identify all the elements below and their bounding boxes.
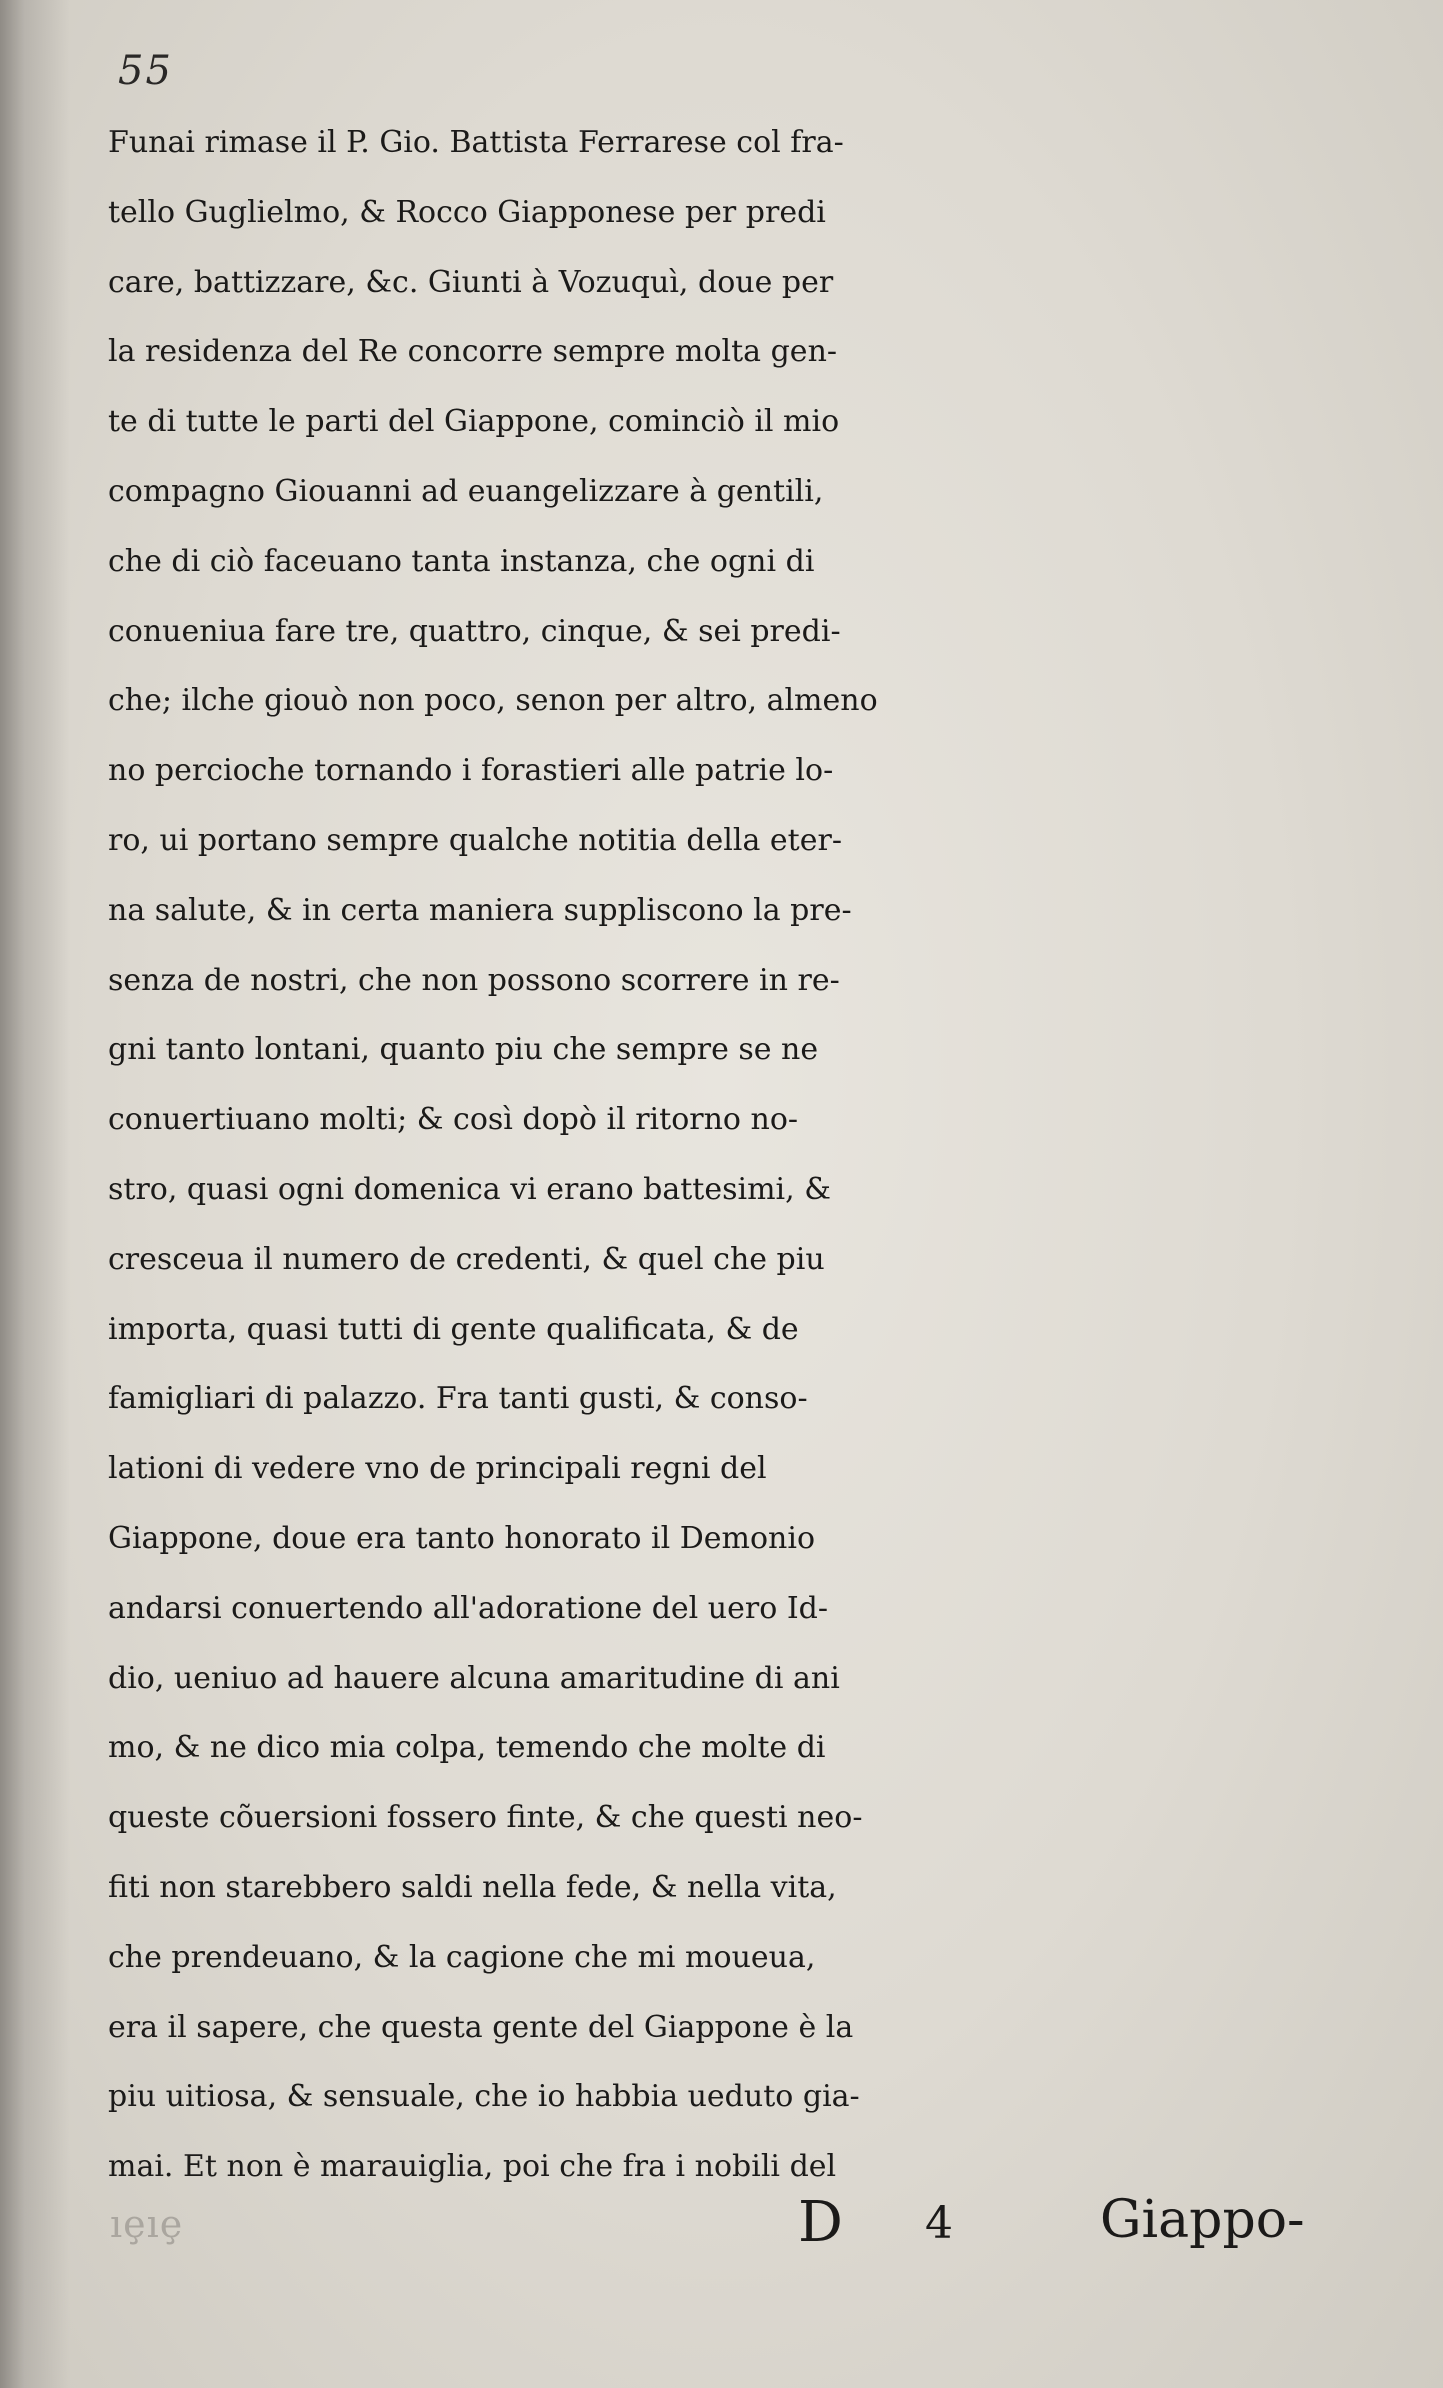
- page-footer: [0, 2190, 1443, 2270]
- binding-shadow: [0, 0, 70, 2388]
- text-line: te di tutte le parti del Giappone, cominciò il mio: [108, 404, 840, 440]
- text-line: che di ciò faceuano tanta instanza, che ogni di: [108, 543, 815, 579]
- text-line: andarsi conuertendo all'adoratione del uero Id-: [108, 1590, 829, 1626]
- text-line: queste cõuersioni fossero finte, & che questi neo-: [108, 1800, 863, 1836]
- text-line: no percioche tornando i forastieri alle patrie lo-: [108, 753, 834, 789]
- text-line: tello Guglielmo, & Rocco Giapponese per predi: [108, 194, 826, 230]
- text-line: dio, ueniuo ad hauere alcuna amaritudine di ani: [108, 1660, 840, 1696]
- text-line: Giappone, doue era tanto honorato il Demonio: [108, 1520, 816, 1556]
- text-line: senza de nostri, che non possono scorrere in re-: [108, 962, 840, 998]
- text-line: na salute, & in certa maniera suppliscono la pre-: [108, 892, 852, 928]
- text-line: piu uitiosa, & sensuale, che io habbia ueduto gia-: [108, 2079, 860, 2115]
- text-line: care, battizzare, &c. Giunti à Vozuquì, doue per: [108, 264, 834, 300]
- text-line: conuertiuano molti; & così dopò il ritorno no-: [108, 1102, 799, 1138]
- text-line: Funai rimase il P. Gio. Battista Ferrarese col fra-: [108, 125, 844, 160]
- text-line: ro, ui portano sempre qualche notitia della eter-: [108, 822, 842, 858]
- text-line: cresceua il numero de credenti, & quel che piu: [108, 1241, 825, 1277]
- catchword: Giappo-: [1100, 2190, 1305, 2250]
- text-line: che; ilche giouò non poco, senon per altro, almeno: [108, 683, 878, 719]
- text-line: mo, & ne dico mia colpa, temendo che molte di: [108, 1730, 826, 1766]
- signature-letter: D: [798, 2190, 843, 2255]
- bleed-through-mark: ıȩıȩ: [110, 2202, 184, 2246]
- text-line: compagno Giouanni ad euangelizzare à gentili,: [108, 473, 824, 509]
- text-line: gni tanto lontani, quanto piu che sempre se ne: [108, 1032, 819, 1068]
- text-line: stro, quasi ogni domenica vi erano battesimi, &: [108, 1171, 831, 1207]
- text-line: era il sapere, che questa gente del Giappone è la: [108, 2009, 854, 2045]
- page-number: 55: [118, 48, 173, 94]
- text-line: famigliari di palazzo. Fra tanti gusti, & conso-: [108, 1381, 808, 1417]
- text-line: che prendeuano, & la cagione che mi moueua,: [108, 1939, 816, 1975]
- text-line: mai. Et non è marauiglia, poi che fra i nobili del: [108, 2149, 837, 2185]
- text-line: importa, quasi tutti di gente qualificata, & de: [108, 1311, 799, 1347]
- text-line: lationi di vedere vno de principali regni del: [108, 1451, 767, 1487]
- text-line: la residenza del Re concorre sempre molta gen-: [108, 334, 838, 370]
- text-line: fiti non starebbero saldi nella fede, & nella vita,: [108, 1869, 837, 1905]
- signature-number: 4: [925, 2198, 953, 2249]
- body-text: [108, 108, 1338, 2202]
- text-line: conueniua fare tre, quattro, cinque, & sei predi-: [108, 613, 841, 649]
